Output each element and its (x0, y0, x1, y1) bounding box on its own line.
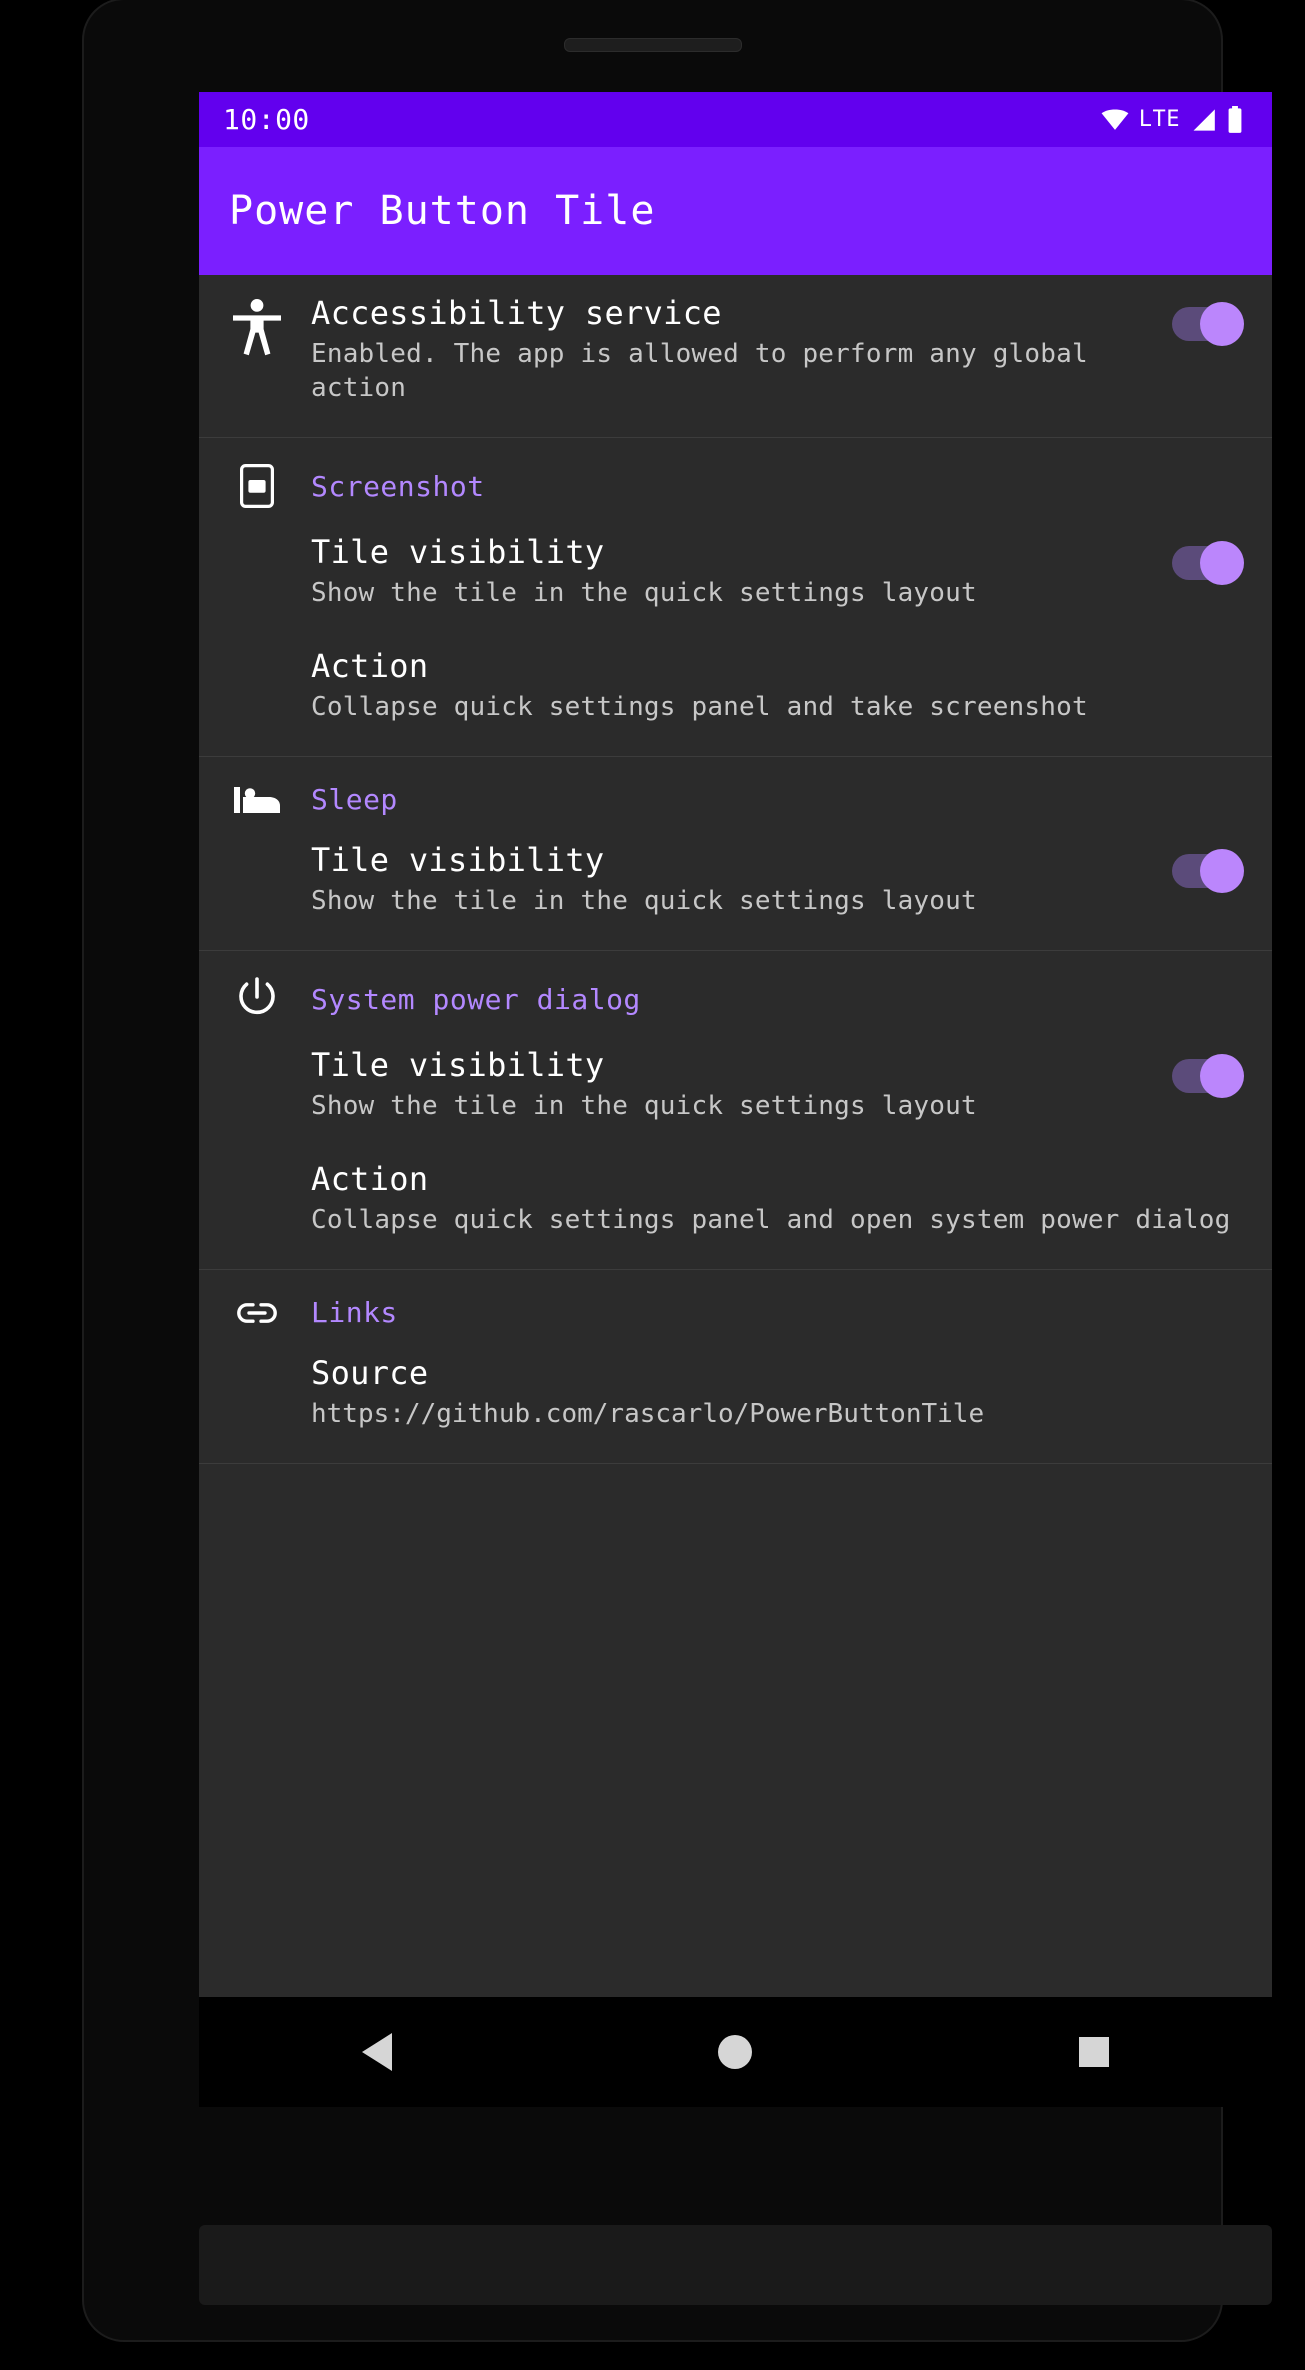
accessibility-summary: Enabled. The app is allowed to perform any global action (311, 339, 1088, 403)
back-button[interactable] (362, 2033, 392, 2071)
toggle-knob (1200, 1054, 1244, 1098)
toggle-knob (1200, 849, 1244, 893)
category-title: System power dialog (311, 982, 641, 1016)
pref-summary: Show the tile in the quick settings layout (311, 578, 977, 608)
category-header-system-power-dialog (199, 951, 1272, 1027)
phone-screen (199, 92, 1272, 1997)
page-title: Power Button Tile (229, 188, 656, 234)
earpiece-speaker (564, 38, 742, 52)
category-header-sleep (199, 757, 1272, 822)
toggle-knob (1200, 302, 1244, 346)
pref-title: Tile visibility (311, 1046, 605, 1084)
power-icon (229, 977, 285, 1021)
status-bar-icons (1101, 106, 1244, 134)
preference-screenshot-tile-visibility[interactable] (199, 514, 1272, 628)
screenshot-icon (229, 464, 285, 508)
preference-source-link[interactable] (199, 1335, 1272, 1449)
pref-text (311, 1353, 1248, 1431)
section-accessibility (199, 275, 1272, 438)
preference-power-action[interactable] (199, 1141, 1272, 1255)
network-type-label: LTE (1138, 107, 1180, 132)
battery-icon (1226, 106, 1244, 134)
sleep-tile-visibility-toggle[interactable] (1172, 854, 1242, 888)
pref-title: Action (311, 1160, 429, 1198)
pref-title: Tile visibility (311, 533, 605, 571)
status-bar-clock: 10:00 (223, 103, 310, 136)
source-url[interactable]: https://github.com/rascarlo/PowerButtonTile (311, 1399, 985, 1429)
bed-icon (229, 785, 285, 815)
settings-list[interactable] (199, 275, 1272, 1997)
screenshot-tile-visibility-toggle[interactable] (1172, 546, 1242, 580)
pref-text (311, 840, 1172, 918)
app-bar (199, 147, 1272, 275)
category-header-links (199, 1270, 1272, 1335)
pref-text (311, 1159, 1248, 1237)
pref-title: Source (311, 1354, 429, 1392)
category-header-screenshot (199, 438, 1272, 514)
category-title: Sleep (311, 783, 398, 816)
pref-title: Action (311, 647, 429, 685)
pref-text (311, 1045, 1172, 1123)
section-screenshot (199, 438, 1272, 757)
section-sleep (199, 757, 1272, 951)
accessibility-title: Accessibility service (311, 294, 722, 332)
navigation-bar (199, 1997, 1272, 2107)
signal-icon (1190, 108, 1216, 132)
wifi-icon (1101, 109, 1129, 131)
pref-summary: Show the tile in the quick settings layout (311, 1091, 977, 1121)
device-bottom-bezel (199, 2225, 1272, 2305)
toggle-knob (1200, 541, 1244, 585)
status-bar (199, 92, 1272, 147)
accessibility-icon (229, 293, 285, 357)
preference-accessibility-service[interactable] (199, 275, 1272, 423)
link-icon (229, 1298, 285, 1328)
pref-summary: Collapse quick settings panel and open system power dialog (311, 1205, 1231, 1235)
preference-power-tile-visibility[interactable] (199, 1027, 1272, 1141)
category-title: Links (311, 1296, 398, 1329)
pref-text (311, 532, 1172, 610)
pref-summary: Show the tile in the quick settings layout (311, 886, 977, 916)
section-system-power-dialog (199, 951, 1272, 1270)
preference-screenshot-action[interactable] (199, 628, 1272, 742)
accessibility-text (311, 293, 1172, 405)
section-links (199, 1270, 1272, 1464)
pref-summary: Collapse quick settings panel and take screenshot (311, 692, 1088, 722)
pref-text (311, 646, 1248, 724)
preference-sleep-tile-visibility[interactable] (199, 822, 1272, 936)
category-title: Screenshot (311, 469, 485, 503)
recents-button[interactable] (1079, 2037, 1109, 2067)
accessibility-service-toggle[interactable] (1172, 307, 1242, 341)
phone-device-frame (84, 0, 1231, 2340)
pref-title: Tile visibility (311, 841, 605, 879)
home-button[interactable] (718, 2035, 752, 2069)
power-tile-visibility-toggle[interactable] (1172, 1059, 1242, 1093)
